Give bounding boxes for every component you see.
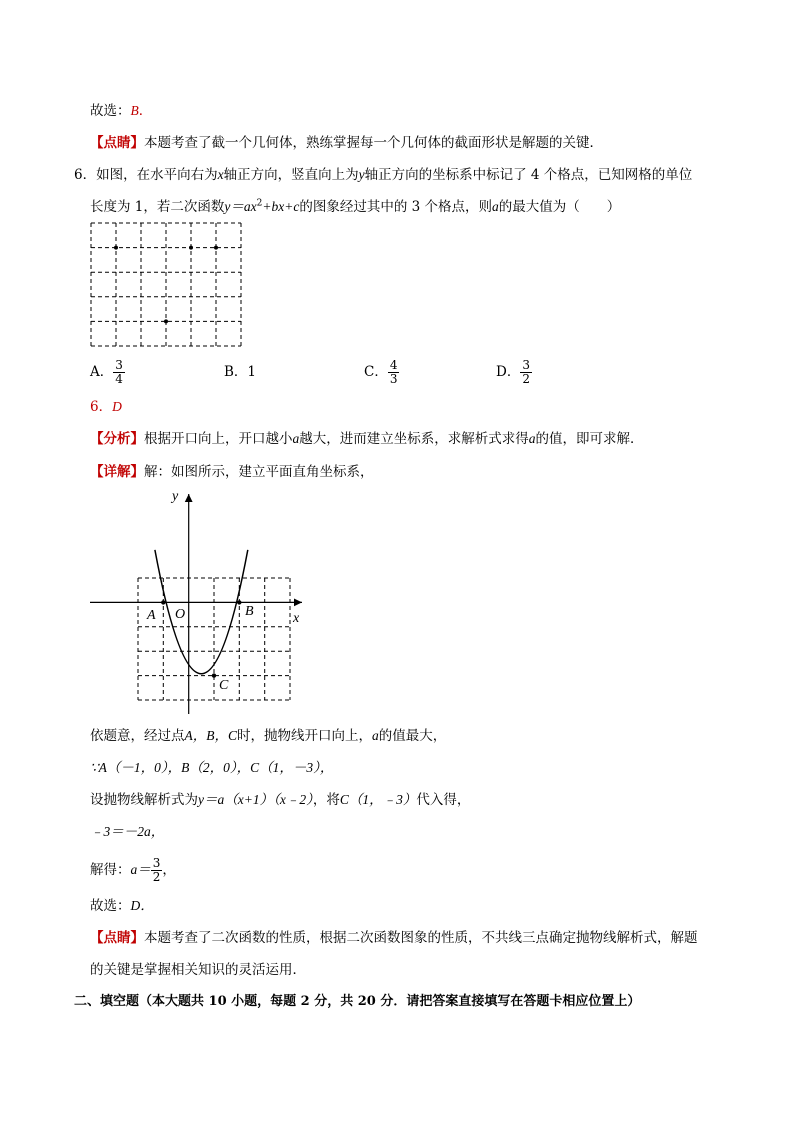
dianjing-text: 本题考查了截一个几何体，熟练掌握每一个几何体的截面形状是解题的关键．: [144, 135, 603, 151]
origin-label: O: [175, 607, 186, 622]
solution-line-2: ∵A（－1，0），B（2，0），C（1，－3），: [90, 760, 334, 775]
solution-line-4: ﹣3＝－2a，: [90, 824, 165, 839]
frac-num: 4: [389, 358, 398, 372]
point-c-dot: [212, 673, 216, 677]
x-axis-label: x: [293, 611, 300, 626]
question-text: 的最大值为（ ）: [498, 199, 621, 215]
option-b[interactable]: [224, 355, 256, 389]
xiangjie-tag: 【详解】: [90, 464, 144, 480]
solution-line-1: [90, 727, 446, 745]
prev-dianjing: [90, 134, 603, 152]
frac-num: 3: [152, 856, 161, 870]
point-b-label: B: [245, 604, 254, 619]
option-d[interactable]: [496, 355, 532, 389]
question-line-1: [74, 166, 692, 184]
guxuan-value: B: [130, 103, 139, 118]
dianjing-tag: 【点睛】: [90, 135, 144, 151]
exponent: 2: [256, 198, 263, 209]
frac-den: 3: [389, 372, 398, 386]
dianjing-line-1: [90, 929, 698, 947]
var-a: a: [492, 199, 499, 214]
question-number: 6．: [74, 167, 97, 183]
frac-num: 3: [115, 358, 123, 372]
solution-graph: [86, 486, 308, 718]
frac-den: 2: [522, 372, 530, 386]
grid-point: [164, 319, 168, 323]
fenxi-text: 根据开口向上，开口越小: [144, 431, 293, 447]
point-b-dot: [237, 600, 241, 604]
option-a[interactable]: [90, 355, 125, 389]
frac-num: 3: [522, 358, 530, 372]
formula: +bx+c: [262, 199, 300, 214]
solution-points: A，B，C: [184, 728, 237, 743]
question-text: 轴正方向，竖直向上为: [223, 167, 359, 183]
question-grid-figure: [90, 222, 242, 348]
solution-text: 解得：: [90, 862, 131, 878]
option-text: 1: [247, 364, 257, 380]
answer-value: D: [112, 399, 122, 414]
question-text: 的图象经过其中的 3 个格点，则: [299, 199, 492, 215]
dianjing-tag: 【点睛】: [90, 930, 144, 946]
solution-text: ，: [162, 862, 176, 878]
dianjing-line-2: 的关键是掌握相关知识的灵活运用．: [90, 962, 306, 978]
solution-line-3: [90, 791, 470, 809]
answer-label: 6．: [90, 399, 113, 415]
prev-answer-line: 故选：B．: [90, 103, 153, 119]
formula: y＝ax: [224, 199, 257, 214]
fenxi-text: 的值，即可求解．: [535, 431, 644, 447]
option-letter: C．: [364, 364, 388, 380]
var-x: x: [217, 167, 224, 182]
question-line-2: [90, 198, 620, 216]
answer-line: [90, 398, 122, 416]
solution-text: 依题意，经过点: [90, 728, 185, 744]
grid-point: [214, 246, 218, 250]
xiangjie-text: 解：如图所示，建立平面直角坐标系，: [144, 464, 374, 480]
var-a: a: [528, 431, 536, 446]
option-c[interactable]: [364, 355, 399, 389]
option-letter: A．: [90, 364, 114, 380]
parabola: [155, 550, 248, 674]
solution-text: 时，抛物线开口向上，: [237, 728, 372, 744]
y-axis-arrow: [185, 494, 193, 502]
y-axis-label: y: [172, 489, 179, 504]
solution-text: 的值最大，: [378, 728, 447, 744]
point-c-label: C: [219, 678, 229, 693]
frac-den: 2: [152, 870, 161, 884]
point-a-label: A: [147, 608, 156, 623]
question-text: 轴正方向的坐标系中标记了 4 个格点，已知网格的单位: [364, 167, 693, 183]
fenxi-tag: 【分析】: [90, 431, 144, 447]
var-a: a: [372, 728, 379, 743]
solution-line-5: [90, 853, 176, 887]
var-a: a: [292, 431, 300, 446]
frac-den: 4: [115, 372, 123, 386]
option-letter: B．: [224, 364, 248, 380]
fenxi-text: 越大，进而建立坐标系，求解析式求得: [299, 431, 529, 447]
point-a-dot: [161, 600, 165, 604]
var-y: y: [358, 167, 365, 182]
dianjing-text: 本题考查了二次函数的性质，根据二次函数图象的性质，不共线三点确定抛物线解析式，解题: [144, 930, 698, 946]
x-axis-arrow: [294, 599, 302, 607]
formula: y＝a（x+1）（x﹣2）: [198, 792, 313, 807]
guxuan-label: 故选：: [90, 898, 131, 914]
grid-point: [189, 246, 193, 250]
grid-point: [114, 246, 118, 250]
question-text: 长度为 1，若二次函数: [90, 199, 225, 215]
option-letter: D．: [496, 364, 521, 380]
guxuan-label: 故选：: [90, 103, 131, 119]
guxuan-value: D．: [130, 898, 154, 913]
question-text: 如图，在水平向右为: [96, 167, 218, 183]
section-heading: 二、填空题（本大题共 10 小题，每题 2 分，共 20 分．请把答案直接填写在答题卡相应位置上）: [74, 994, 641, 1009]
solution-line-6: [90, 897, 154, 915]
solution-text: ，将: [312, 792, 340, 808]
xiangjie-line: [90, 463, 374, 481]
fenxi-line: [90, 430, 644, 448]
var-a: a＝: [130, 862, 151, 877]
solution-text: 代入得，: [416, 792, 471, 808]
solution-text: 设抛物线解析式为: [90, 792, 198, 808]
formula: C（1，﹣3）: [339, 792, 417, 807]
